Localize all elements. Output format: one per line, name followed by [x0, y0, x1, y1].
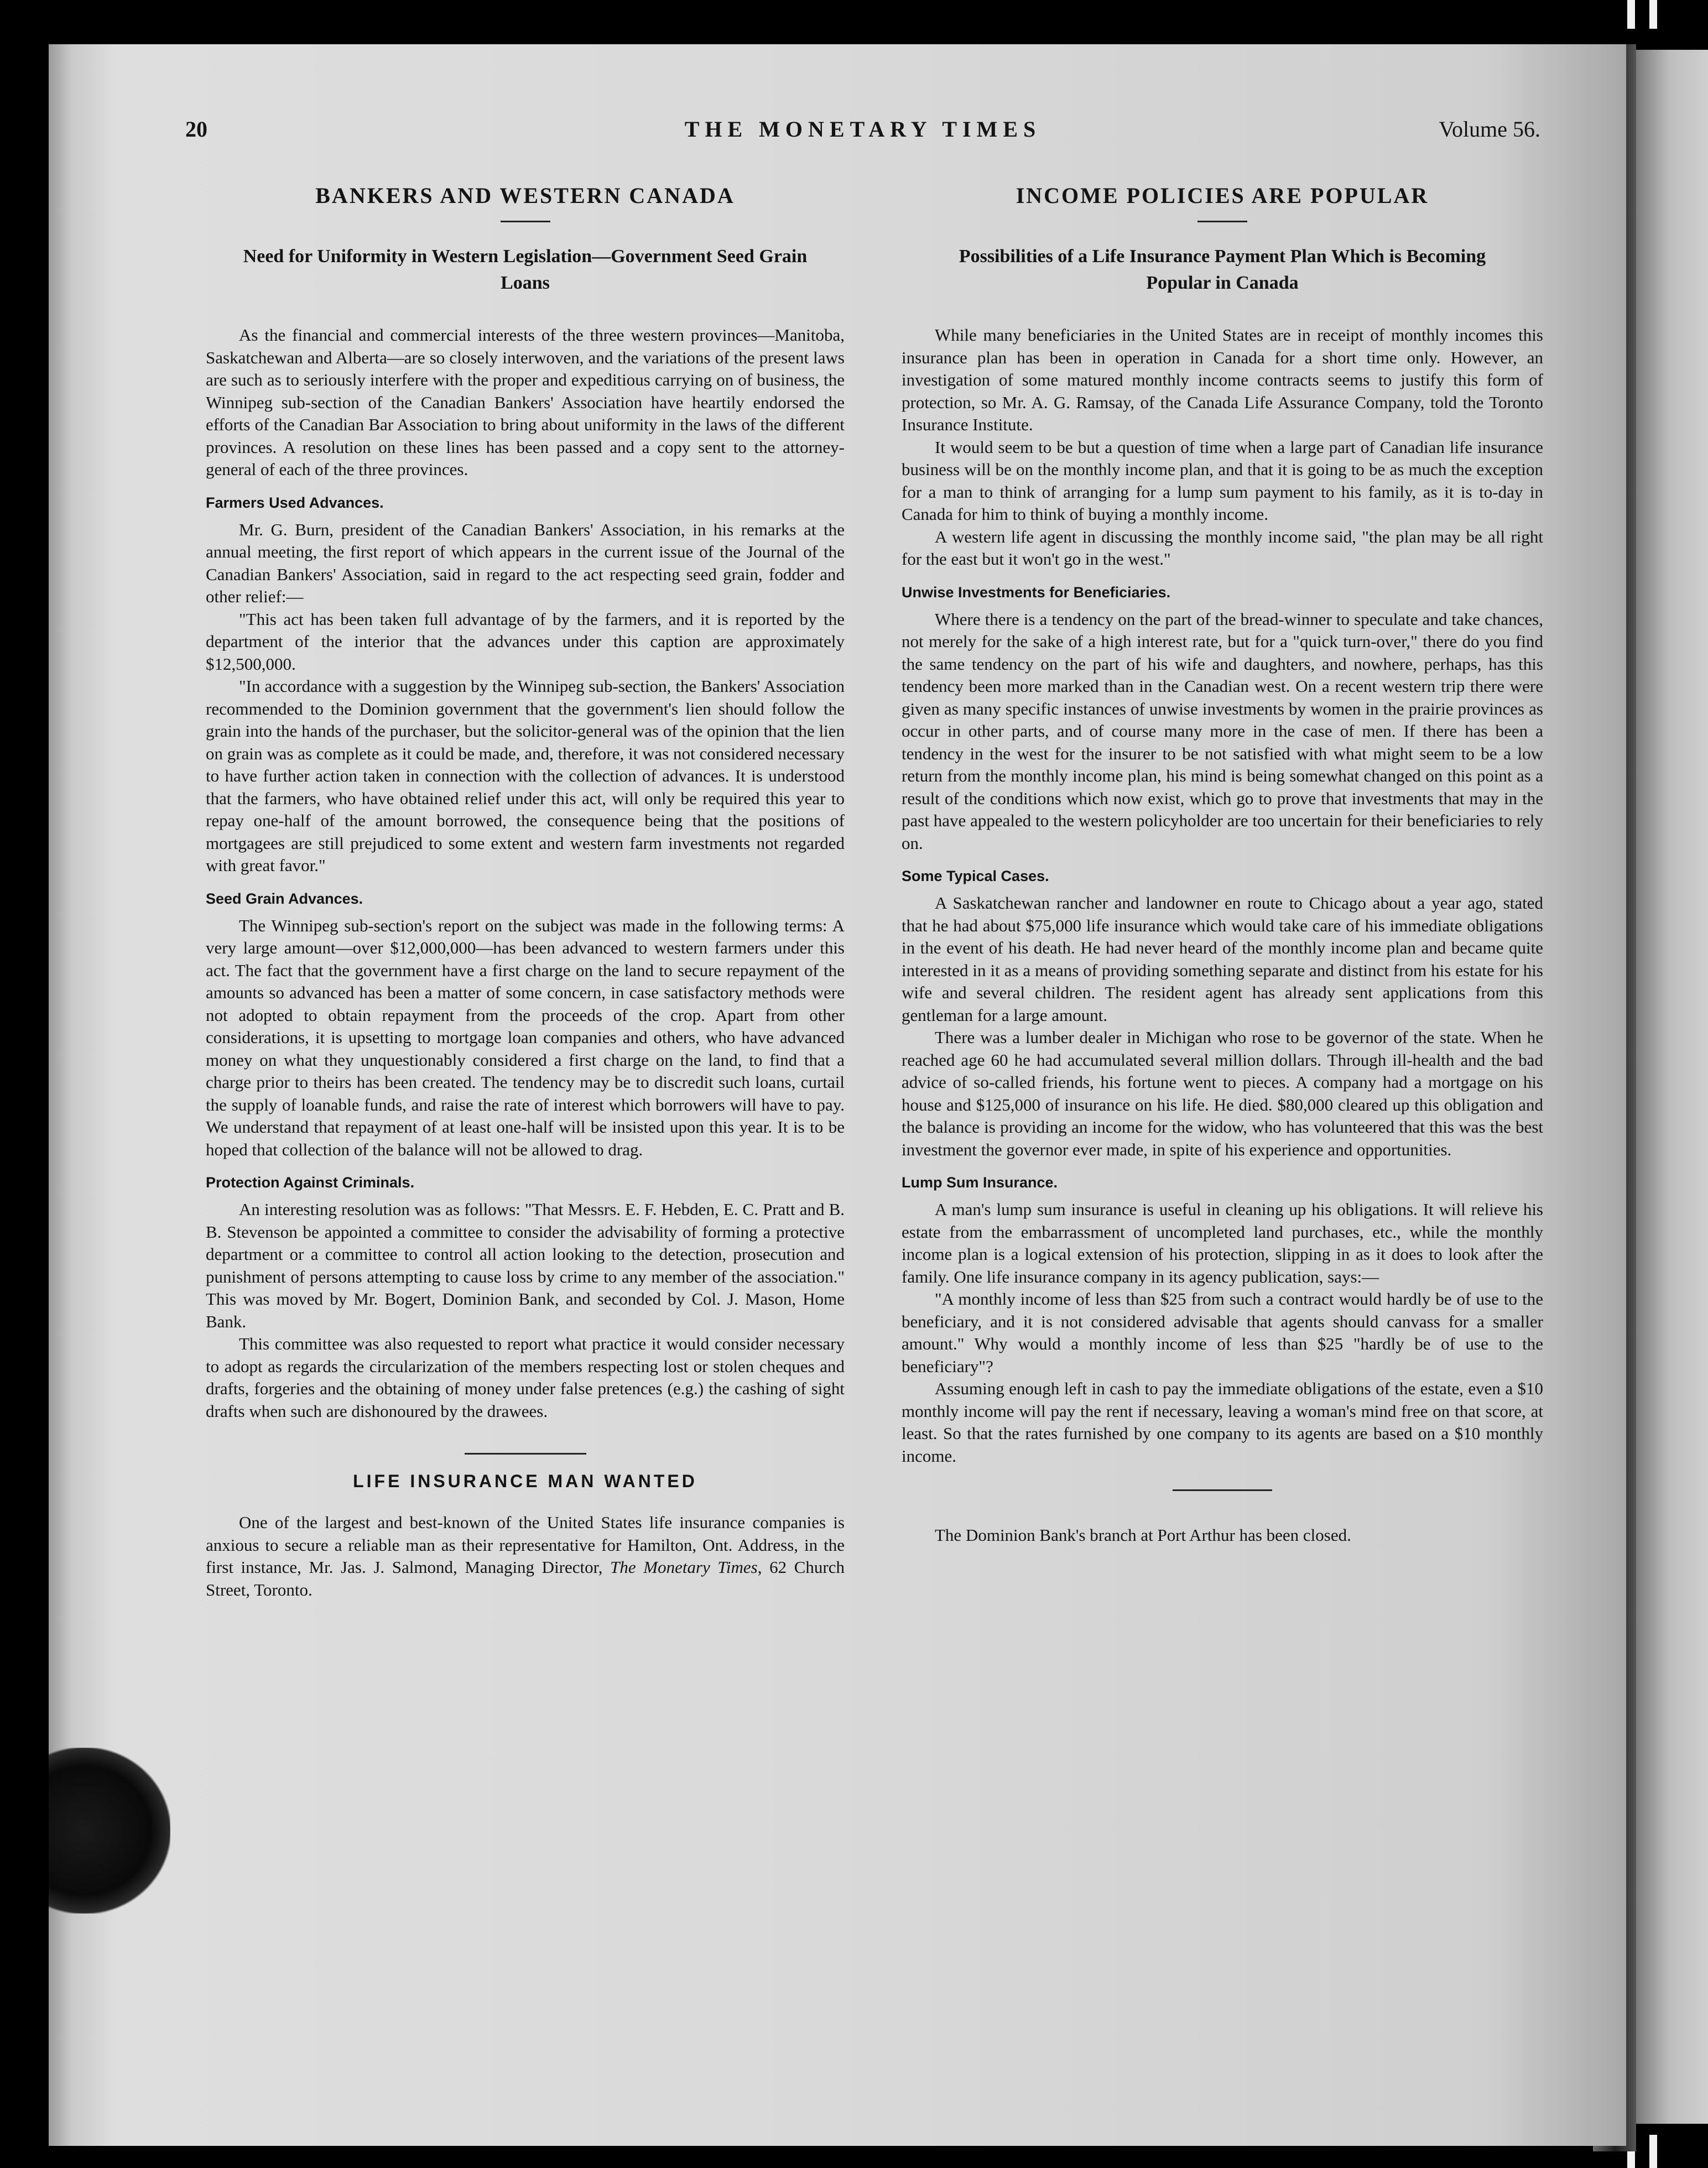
- title-rule: [1197, 221, 1247, 222]
- paragraph: A man's lump sum insurance is useful in cleaning up his obligations. It will relieve his estate from the embarrassment of uncompleted land purchases, etc., while the monthly income plan is a logical extension of his protection, slipping in as it does to look after the family. One life insurance company in its agency publication, says:—: [902, 1200, 1543, 1286]
- left-column: [206, 183, 845, 1601]
- section-heading: Seed Grain Advances.: [206, 890, 363, 907]
- film-frame-mark: [1649, 0, 1657, 29]
- notice-text: One of the largest and best-known of the United States life insurance companies is anxious to secure a reliable man as their representative for Hamilton, Ont. Address, in the first instance, Mr. Jas. J. Salmond, Managing Director,: [206, 1513, 845, 1577]
- paragraph: A western life agent in discussing the monthly income said, "the plan may be all right for the east but it won't go in the west.": [902, 527, 1543, 569]
- article-subtitle: Possibilities of a Life Insurance Payment Plan Which is Becoming Popular in Canada: [959, 246, 1486, 293]
- paragraph: There was a lumber dealer in Michigan who rose to be governor of the state. When he reached age 60 he had accumulated several million dollars. Through ill-health and the bad advice of so-called friends, his fortune went to pieces. A company had a mortgage on his house and $125,000 of insurance on his life. He died. $80,000 cleared up this obligation and the balance is providing an income for the widow, who has volunteered that this was the best investment the governor ever made, in spite of his experience and opportunities.: [902, 1028, 1543, 1159]
- paragraph: Where there is a tendency on the part of the bread-winner to speculate and take chances, not merely for the sake of a high interest rate, but for a "quick turn-over," there do you find the same tendency on the part of his wife and daughters, and nowhere, perhaps, has this tendency been more marked than in the Canadian west. On a recent western trip there were given as many specific instances of unwise investments by women in the prairie provinces as occur in other parts, and of course many more in the case of men. If there has been a tendency in the west for the insurer to be not satisfied with what might seem to be a low return from the monthly income plan, his mind is being somewhat changed on this point as a result of the conditions which now exist, which go to prove that investments that may in the past have appealed to the western policyholder are too uncertain for their beneficiaries to rely on.: [902, 609, 1543, 853]
- paragraph: This committee was also requested to report what practice it would consider necessary to adopt as regards the circularization of the members respecting lost or stolen cheques and drafts, forgeries and the obtaining of money under false pretences (e.g.) the cashing of sight drafts when such are dishonoured by the drawees.: [206, 1334, 845, 1421]
- page-number: 20: [185, 117, 207, 142]
- paragraph: As the financial and commercial interests of the three western provinces—Manitoba, Saskatchewan and Alberta—are so closely interwoven, and the variations of the present laws are such as to seriously interfere with the proper and expeditious carrying on of business, the Winnipeg sub-section of the Canadian Bankers' Association have heartily endorsed the efforts of the Canadian Bar Association to bring about uniformity in the laws of the different provinces. A resolution on these lines has been passed and a copy sent to the attorney-general of each of the three provinces.: [206, 325, 845, 479]
- notice-paragraph: [206, 1512, 845, 1601]
- paragraph: "In accordance with a suggestion by the Winnipeg sub-section, the Bankers' Association recommended to the Dominion government that the government's lien should follow the grain into the hands of the purchaser, but the solicitor-general was of the opinion that the lien on grain was as complete as it could be made, and, therefore, it was not considered necessary to have further action taken in connection with the collection of advances. It is understood that the farmers, who have obtained relief under this act, will only be required this year to repay one-half of the amount borrowed, the consequence being that the positions of mortgagees are still prejudiced to some extent and western farm investments not regarded with great favor.": [206, 676, 845, 875]
- paragraph: While many beneficiaries in the United States are in receipt of monthly incomes this insurance plan has been in operation in Canada for a short time only. However, an investigation of some matured monthly income contracts seems to justify this form of protection, so Mr. A. G. Ramsay, of the Canada Life Assurance Company, told the Toronto Insurance Institute.: [902, 325, 1543, 434]
- notice-text: , 62 Church Street, Toronto.: [206, 1557, 845, 1599]
- paragraph: The Winnipeg sub-section's report on the subject was made in the following terms: A very large amount—over $12,000,000—has been advanced to western farmers under this act. The fact that the government have a first charge on the land to secure repayment of the amounts so advanced has been a matter of some concern, in case satisfactory methods were not adopted to obtain repayment from the proceeds of the crop. Apart from other considerations, it is upsetting to mortgage loan companies and others, who have advanced money on what they unquestionably considered a first charge on the land, to find that a charge prior to theirs has been created. The tendency may be to discredit such loans, curtail the supply of loanable funds, and raise the rate of interest which borrowers will have to pay. We understand that repayment of at least one-half will be insisted upon this year. It is to be hoped that collection of the balance will not be allowed to drag.: [206, 915, 845, 1159]
- article-title: BANKERS AND WESTERN CANADA: [315, 183, 735, 208]
- page-header: [185, 116, 1540, 155]
- section-heading: Farmers Used Advances.: [206, 494, 384, 511]
- article-title: INCOME POLICIES ARE POPULAR: [1016, 183, 1429, 208]
- paragraph: Assuming enough left in cash to pay the immediate obligations of the estate, even a $10 monthly income will pay the rent if necessary, leaving a woman's mind free on that score, at least. So that the rates furnished by one company to its agents are based on a $10 monthly income.: [902, 1379, 1543, 1466]
- section-heading: Protection Against Criminals.: [206, 1174, 415, 1191]
- paragraph: A Saskatchewan rancher and landowner en route to Chicago about a year ago, stated that he had about $75,000 life insurance which would take care of his immediate obligations in the event of his death. He had never heard of the monthly income plan and became quite interested in it as a means of providing something separate and distinct from his estate for his wife and several children. The resident agent has already sent applications from this gentleman for a large amount.: [902, 893, 1543, 1025]
- paragraph: "This act has been taken full advantage of by the farmers, and it is reported by the department of the interior that the advances under this caption are approximately $12,500,000.: [206, 609, 845, 674]
- paragraph: Mr. G. Burn, president of the Canadian Bankers' Association, in his remarks at the annual meeting, the first report of which appears in the current issue of the Journal of the Canadian Bankers' Association, said in regard to the act respecting seed grain, fodder and other relief:—: [206, 519, 845, 606]
- thumb-shadow: [49, 1748, 170, 1914]
- paragraph: It would seem to be but a question of time when a large part of Canadian life insurance business will be on the monthly income plan, and that it is going to be as much the exception for a man to think of arranging for a lump sum payment to his family, as it is to-day in Canada for him to think of buying a monthly income.: [902, 437, 1543, 524]
- section-heading: Some Typical Cases.: [902, 868, 1049, 884]
- paragraph: "A monthly income of less than $25 from such a contract would hardly be of use to the beneficiary, and it is not considered advisable that agents should canvass for a smaller amount." Why would a monthly income of less than $25 "hardly be of use to the beneficiary"?: [902, 1289, 1543, 1376]
- adjacent-page-edge: [1636, 50, 1708, 2124]
- volume-label: Volume 56.: [1439, 117, 1540, 142]
- publication-name: The Monetary Times: [610, 1557, 758, 1577]
- paragraph: An interesting resolution was as follows: "That Messrs. E. F. Hebden, E. C. Pratt and B. B. Stevenson be appointed a committee to consider the advisability of forming a protective department or a committee to control all action looking to the detection, prosecution and punishment of persons attempting to cause loss by crime to any member of the association." This was moved by Mr. Bogert, Dominion Bank, and seconded by Col. J. Mason, Home Bank.: [206, 1200, 845, 1331]
- notice-title: LIFE INSURANCE MAN WANTED: [353, 1471, 697, 1491]
- film-frame-mark: [1649, 2135, 1657, 2168]
- title-rule: [501, 221, 550, 222]
- section-heading: Unwise Investments for Beneficiaries.: [902, 583, 1171, 601]
- section-rule: [465, 1453, 586, 1455]
- masthead: THE MONETARY TIMES: [684, 117, 1042, 142]
- section-heading: Lump Sum Insurance.: [902, 1174, 1058, 1191]
- notice-paragraph: The Dominion Bank's branch at Port Arthur has been closed.: [935, 1525, 1351, 1545]
- article-subtitle: Need for Uniformity in Western Legislation—Government Seed Grain Loans: [243, 246, 808, 293]
- film-frame-mark: [1627, 0, 1635, 29]
- right-column: [902, 183, 1543, 1547]
- section-rule: [1173, 1489, 1272, 1491]
